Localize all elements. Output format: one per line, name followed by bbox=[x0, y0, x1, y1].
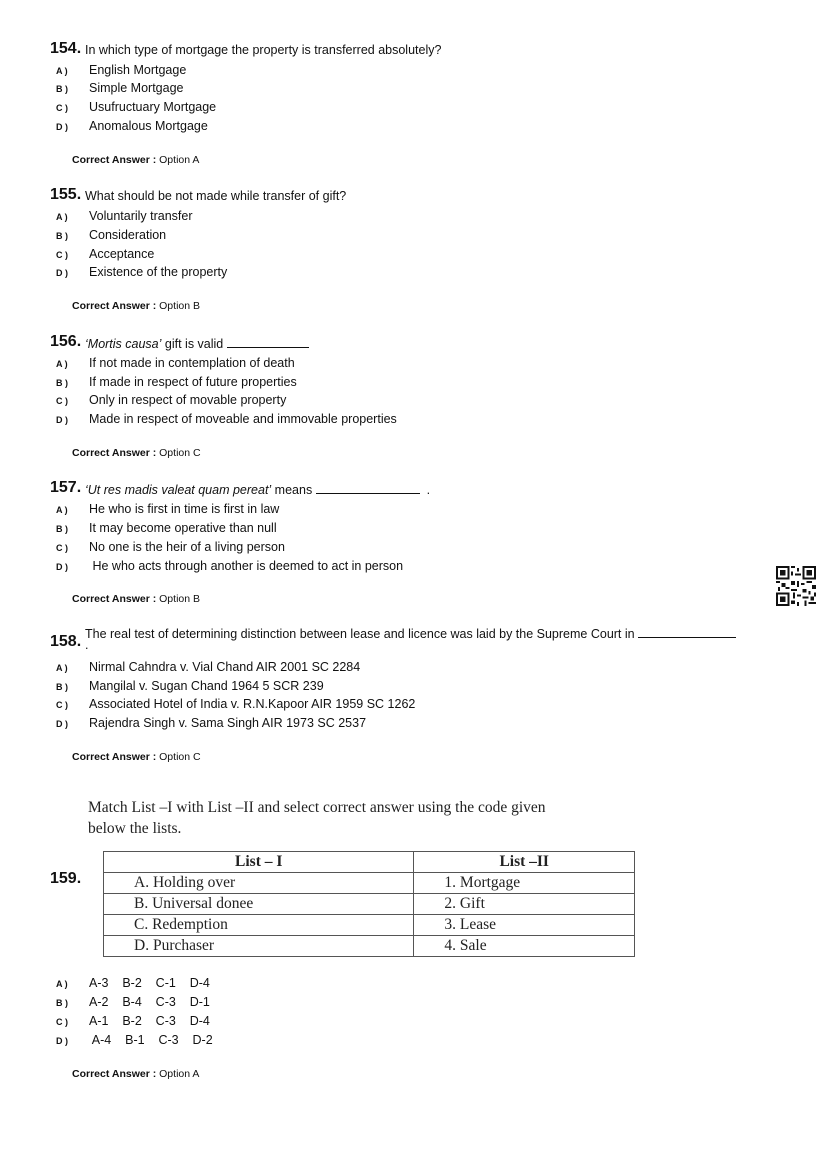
match-table bbox=[103, 851, 635, 957]
answer-label: Correct Answer : bbox=[72, 154, 157, 166]
answer-value: Option A bbox=[159, 1068, 200, 1080]
question-text bbox=[85, 336, 309, 351]
option-label: B ) bbox=[56, 524, 68, 534]
option-label: A ) bbox=[56, 66, 68, 76]
option-label: D ) bbox=[56, 268, 68, 278]
table-header-list-2: List –II bbox=[414, 852, 635, 873]
list-2-cell: 1. Mortgage bbox=[414, 873, 635, 894]
list-2-cell: 2. Gift bbox=[414, 894, 635, 915]
option-d bbox=[56, 1033, 213, 1047]
option-d bbox=[56, 412, 397, 426]
question-text bbox=[85, 626, 736, 641]
correct-answer bbox=[72, 1068, 199, 1080]
option-text: No one is the heir of a living person bbox=[89, 540, 285, 554]
option-text: Voluntarily transfer bbox=[89, 209, 193, 223]
correct-answer bbox=[72, 751, 201, 763]
question-number: 154. bbox=[50, 40, 82, 57]
answer-label: Correct Answer : bbox=[72, 593, 157, 605]
option-text: Nirmal Cahndra v. Vial Chand AIR 2001 SC 2284 bbox=[89, 660, 361, 674]
answer-value: Option B bbox=[159, 593, 200, 605]
option-b bbox=[56, 228, 166, 242]
option-text: If made in respect of future properties bbox=[89, 375, 297, 389]
option-b bbox=[56, 995, 210, 1009]
match-list-image bbox=[88, 797, 648, 954]
list-1-cell: B. Universal donee bbox=[104, 894, 414, 915]
answer-value: Option A bbox=[159, 154, 200, 166]
option-label: D ) bbox=[56, 1036, 68, 1046]
correct-answer bbox=[72, 447, 201, 459]
table-row bbox=[104, 915, 635, 936]
answer-label: Correct Answer : bbox=[72, 1068, 157, 1080]
option-text: Made in respect of moveable and immovable properties bbox=[89, 412, 397, 426]
question-text-rest: gift is valid bbox=[161, 337, 224, 351]
option-text: Mangilal v. Sugan Chand 1964 5 SCR 239 bbox=[89, 679, 324, 693]
option-label: C ) bbox=[56, 700, 68, 710]
option-label: D ) bbox=[56, 415, 68, 425]
answer-value: Option B bbox=[159, 300, 200, 312]
option-c bbox=[56, 697, 415, 711]
option-label: C ) bbox=[56, 103, 68, 113]
option-label: A ) bbox=[56, 505, 68, 515]
list-2-cell: 4. Sale bbox=[414, 936, 635, 957]
option-label: C ) bbox=[56, 543, 68, 553]
question-number: 157. bbox=[50, 479, 82, 496]
question-text: What should be not made while transfer of gift? bbox=[85, 189, 347, 203]
option-text: A-2 B-4 C-3 D-1 bbox=[89, 995, 210, 1009]
option-text: Simple Mortgage bbox=[89, 81, 184, 95]
correct-answer bbox=[72, 593, 200, 605]
option-a bbox=[56, 63, 186, 77]
option-d bbox=[56, 716, 366, 730]
option-text: Acceptance bbox=[89, 247, 155, 261]
option-text: If not made in contemplation of death bbox=[89, 356, 295, 370]
option-text: It may become operative than null bbox=[89, 521, 277, 535]
table-row bbox=[104, 936, 635, 957]
match-instruction-line-2: below the lists. bbox=[88, 820, 182, 837]
option-a bbox=[56, 660, 360, 674]
option-c bbox=[56, 1014, 210, 1028]
option-label: B ) bbox=[56, 998, 68, 1008]
question-text-main: The real test of determining distinction between lease and licence was laid by the Supreme Court in bbox=[85, 627, 635, 641]
question-text: In which type of mortgage the property is transferred absolutely? bbox=[85, 43, 442, 57]
option-b bbox=[56, 375, 297, 389]
question-text-rest: means bbox=[271, 483, 313, 497]
option-text: Rajendra Singh v. Sama Singh AIR 1973 SC 2537 bbox=[89, 716, 367, 730]
option-label: A ) bbox=[56, 212, 68, 222]
option-text: Associated Hotel of India v. R.N.Kapoor AIR 1959 SC 1262 bbox=[89, 697, 416, 711]
option-b bbox=[56, 81, 184, 95]
list-2-cell: 3. Lease bbox=[414, 915, 635, 936]
match-instruction-line-1: Match List –I with List –II and select correct answer using the code given bbox=[88, 799, 546, 816]
question-end: . bbox=[426, 483, 431, 497]
option-c bbox=[56, 393, 286, 407]
answer-blank bbox=[638, 626, 736, 638]
option-label: A ) bbox=[56, 359, 68, 369]
option-label: C ) bbox=[56, 396, 68, 406]
option-label: C ) bbox=[56, 1017, 68, 1027]
option-d bbox=[56, 119, 208, 133]
option-label: D ) bbox=[56, 562, 68, 572]
answer-label: Correct Answer : bbox=[72, 300, 157, 312]
answer-label: Correct Answer : bbox=[72, 447, 157, 459]
option-a bbox=[56, 976, 210, 990]
answer-value: Option C bbox=[159, 751, 201, 763]
question-number: 159. bbox=[50, 870, 82, 887]
option-text: Anomalous Mortgage bbox=[89, 119, 208, 133]
option-label: B ) bbox=[56, 84, 68, 94]
option-label: B ) bbox=[56, 231, 68, 241]
option-text: Usufructuary Mortgage bbox=[89, 100, 217, 114]
question-text bbox=[85, 482, 430, 497]
table-row bbox=[104, 873, 635, 894]
answer-blank bbox=[316, 482, 420, 494]
question-end: . bbox=[85, 638, 89, 652]
option-d bbox=[56, 559, 403, 573]
correct-answer bbox=[72, 154, 199, 166]
option-c bbox=[56, 247, 154, 261]
answer-value: Option C bbox=[159, 447, 201, 459]
option-text: He who is first in time is first in law bbox=[89, 502, 280, 516]
option-label: B ) bbox=[56, 682, 68, 692]
option-label: A ) bbox=[56, 663, 68, 673]
question-number: 158. bbox=[50, 633, 82, 650]
option-text: English Mortgage bbox=[89, 63, 187, 77]
option-text: A-1 B-2 C-3 D-4 bbox=[89, 1014, 210, 1028]
option-text: A-4 B-1 C-3 D-2 bbox=[89, 1033, 213, 1047]
question-number: 155. bbox=[50, 186, 82, 203]
list-1-cell: C. Redemption bbox=[104, 915, 414, 936]
option-label: D ) bbox=[56, 719, 68, 729]
question-italic-term: ‘Mortis causa’ bbox=[85, 337, 162, 351]
answer-blank bbox=[227, 336, 309, 348]
option-b bbox=[56, 521, 277, 535]
option-text: A-3 B-2 C-1 D-4 bbox=[89, 976, 210, 990]
option-a bbox=[56, 502, 279, 516]
list-1-cell: D. Purchaser bbox=[104, 936, 414, 957]
option-text: Only in respect of movable property bbox=[89, 393, 287, 407]
answer-label: Correct Answer : bbox=[72, 751, 157, 763]
option-a bbox=[56, 209, 193, 223]
table-row bbox=[104, 894, 635, 915]
question-number: 156. bbox=[50, 333, 82, 350]
option-label: C ) bbox=[56, 250, 68, 260]
option-label: A ) bbox=[56, 979, 68, 989]
option-b bbox=[56, 679, 324, 693]
option-c bbox=[56, 100, 216, 114]
table-header-list-1: List – I bbox=[104, 852, 414, 873]
option-label: D ) bbox=[56, 122, 68, 132]
option-text: Consideration bbox=[89, 228, 167, 242]
option-a bbox=[56, 356, 295, 370]
option-label: B ) bbox=[56, 378, 68, 388]
table-header-row bbox=[104, 852, 635, 873]
option-text: Existence of the property bbox=[89, 265, 228, 279]
option-c bbox=[56, 540, 285, 554]
option-text: He who acts through another is deemed to act in person bbox=[89, 559, 404, 573]
question-italic-term: ‘Ut res madis valeat quam pereat’ bbox=[85, 483, 272, 497]
correct-answer bbox=[72, 300, 200, 312]
qr-code-icon bbox=[776, 566, 816, 606]
list-1-cell: A. Holding over bbox=[104, 873, 414, 894]
option-d bbox=[56, 265, 227, 279]
